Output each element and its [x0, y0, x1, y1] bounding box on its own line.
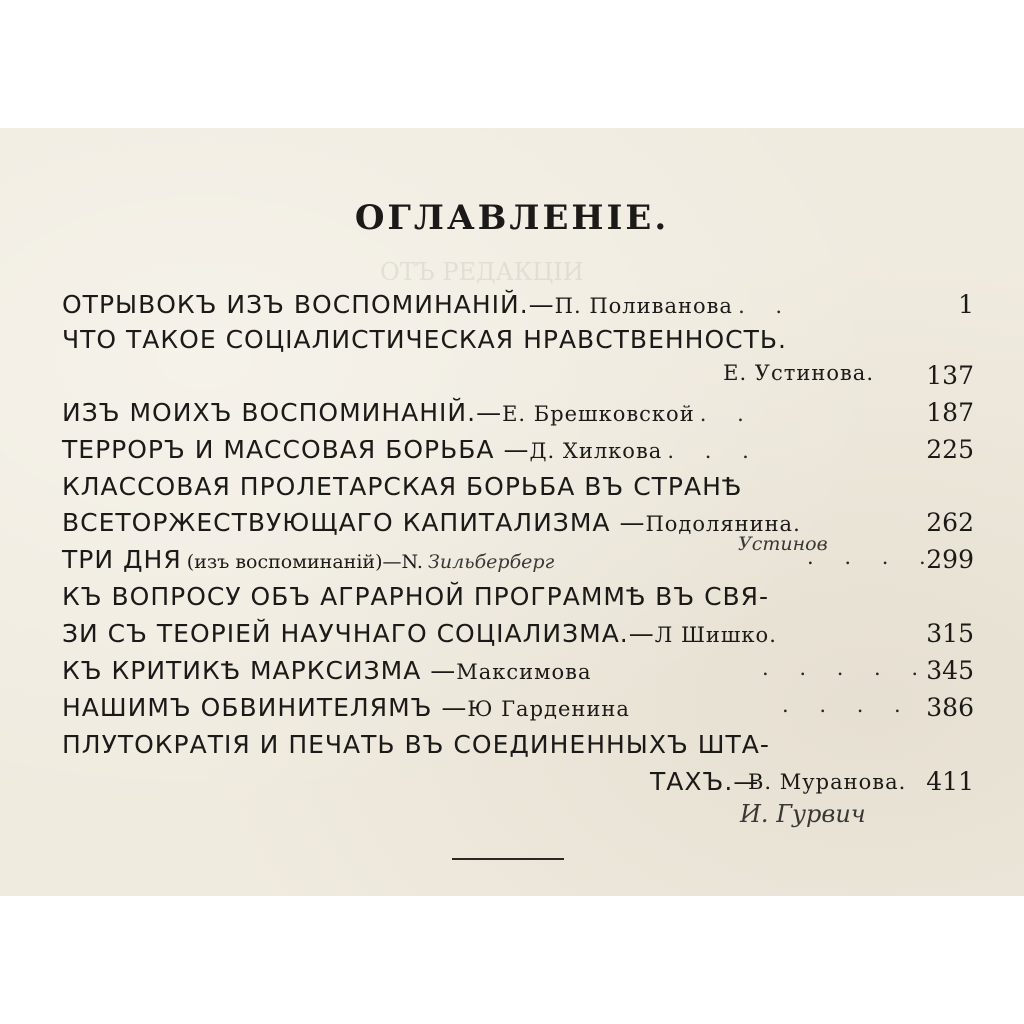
entry-author: В. Муранова.	[748, 770, 907, 794]
entry-author: Л Шишко.	[654, 623, 777, 647]
entry-title: КЪ ВОПРОСУ ОБЪ АГРАРНОЙ ПРОГРАММѢ ВЪ СВЯ-	[62, 582, 770, 611]
toc-entry	[62, 472, 974, 506]
toc-entry	[62, 533, 974, 579]
entry-author: Подолянина.	[645, 512, 801, 536]
toc-entry-continuation	[62, 361, 974, 395]
toc-entry	[62, 290, 974, 324]
entry-title: ВСЕТОРЖЕСТВУЮЩАГО КАПИТАЛИЗМА —	[62, 508, 646, 537]
page-number: 225	[926, 435, 974, 464]
page-number: 187	[926, 398, 974, 427]
entry-author: Е. Устинова.	[723, 361, 874, 385]
dot-leader: . . . .	[807, 545, 938, 569]
entry-subtitle: (изъ воспоминаній)—N.	[186, 551, 423, 573]
page-number: 386	[926, 693, 974, 722]
handwritten-annotation: Устинов	[738, 533, 828, 555]
entry-author: Д. Хилкова	[529, 439, 663, 463]
entry-title: КЪ КРИТИКѢ МАРКСИЗМА —	[62, 656, 457, 685]
handwritten-signature: И. Гурвич	[740, 800, 866, 828]
entry-author: Ю Гарденина	[467, 697, 630, 721]
entry-author: П. Поливанова	[554, 294, 733, 318]
entry-title: ТЕРРОРЪ И МАССОВАЯ БОРЬБА —	[62, 435, 530, 464]
entry-title: ЧТО ТАКОЕ СОЦІАЛИСТИЧЕСКАЯ НРАВСТВЕННОСТЬ.	[62, 325, 787, 354]
toc-title: ОГЛАВЛЕНІЕ.	[354, 198, 670, 238]
dot-leader: . .	[699, 402, 756, 426]
dot-leader: . . . . .	[762, 656, 931, 680]
page-number: 1	[958, 290, 974, 319]
toc-entry	[62, 435, 974, 469]
dot-leader: . . .	[667, 439, 761, 463]
bleed-through: ОТЪ РЕДАКЦІИ	[380, 258, 584, 286]
page-number: 299	[926, 545, 974, 574]
entry-title: ТАХЪ.—	[650, 767, 760, 796]
page-number: 262	[926, 508, 974, 537]
toc-entry-continuation	[62, 619, 974, 653]
entry-title: ТРИ ДНЯ	[62, 545, 182, 574]
entry-title: ЗИ СЪ ТЕОРІЕЙ НАУЧНАГО СОЦІАЛИЗМА.—	[62, 619, 655, 648]
entry-author: Максимова	[456, 660, 592, 684]
dot-leader: . . . .	[782, 693, 913, 717]
page-number: 137	[926, 361, 974, 390]
toc-entry-continuation	[62, 508, 974, 542]
handwritten-annotation: Зильберберг	[428, 551, 555, 573]
page-number: 315	[926, 619, 974, 648]
entry-title: ОТРЫВОКЪ ИЗЪ ВОСПОМИНАНІЙ.—	[62, 290, 555, 319]
toc-entry	[62, 730, 974, 764]
entry-title: НАШИМЪ ОБВИНИТЕЛЯМЪ —	[62, 693, 468, 722]
entry-author: Е. Брешковской	[502, 402, 695, 426]
book-page	[0, 128, 1024, 896]
divider-rule	[452, 858, 564, 860]
page-number: 411	[926, 767, 974, 796]
toc-entry	[62, 398, 974, 432]
page-number: 345	[926, 656, 974, 685]
dot-leader: . .	[738, 294, 795, 318]
toc-entry	[62, 656, 974, 690]
entry-title: КЛАССОВАЯ ПРОЛЕТАРСКАЯ БОРЬБА ВЪ СТРАНѢ	[62, 472, 743, 501]
entry-title: ПЛУТОКРАТІЯ И ПЕЧАТЬ ВЪ СОЕДИНЕННЫХЪ ШТА-	[62, 730, 770, 759]
toc-entry	[62, 325, 974, 359]
toc-entry	[62, 693, 974, 727]
toc-entry	[62, 582, 974, 616]
toc-entry-continuation	[62, 767, 974, 801]
entry-title: ИЗЪ МОИХЪ ВОСПОМИНАНІЙ.—	[62, 398, 503, 427]
